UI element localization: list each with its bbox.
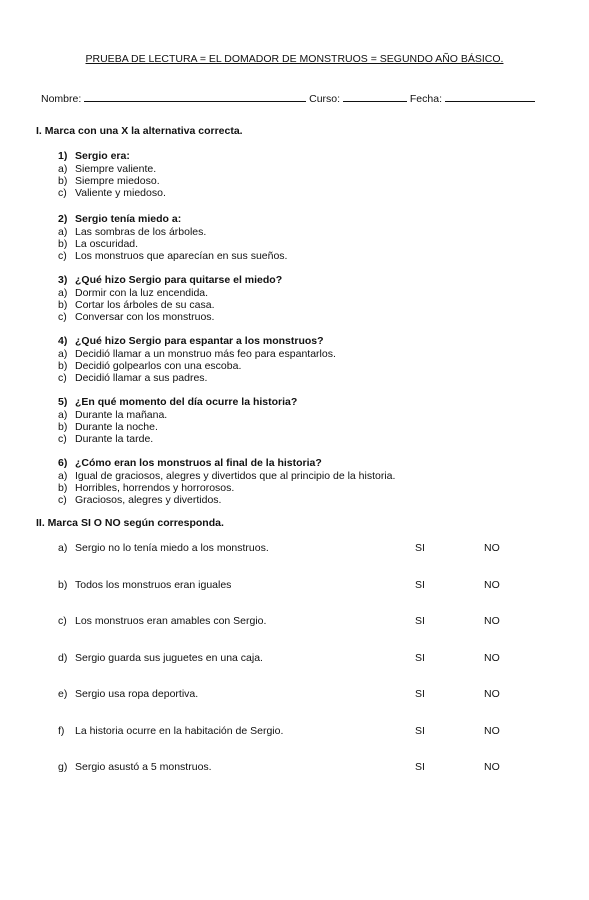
question-number: 3)	[58, 274, 68, 286]
statement-a	[58, 542, 269, 554]
si-option[interactable]: SI	[415, 761, 425, 773]
option-letter: c)	[58, 249, 67, 262]
option-text: Valiente y miedoso.	[75, 186, 166, 199]
statement-c	[58, 615, 266, 627]
option-text: Dormir con la luz encendida.	[75, 286, 209, 299]
option-text: Decidió golpearlos con una escoba.	[75, 359, 242, 372]
question-1	[58, 150, 130, 162]
question-4	[58, 335, 324, 347]
option-text: Horribles, horrendos y horrorosos.	[75, 481, 235, 494]
option-letter: c)	[58, 371, 67, 384]
statement-letter: g)	[58, 761, 68, 773]
si-option[interactable]: SI	[415, 688, 425, 700]
option-text: Siempre valiente.	[75, 162, 157, 175]
option-letter: b)	[58, 298, 68, 311]
option-text: Siempre miedoso.	[75, 174, 160, 187]
statement-letter: b)	[58, 578, 68, 591]
statement-letter: c)	[58, 615, 67, 627]
statement-d	[58, 652, 263, 664]
si-option[interactable]: SI	[415, 578, 425, 591]
curso-label: Curso:	[309, 93, 341, 105]
option-text: Igual de graciosos, alegres y divertidos que al principio de la historia.	[75, 469, 396, 482]
option-letter: b)	[58, 237, 68, 250]
option-letter: c)	[58, 310, 67, 323]
question-6	[58, 457, 322, 469]
statement-b	[58, 579, 231, 591]
option-letter: b)	[58, 420, 68, 433]
fecha-label: Fecha:	[409, 93, 442, 105]
option-5-a[interactable]	[58, 409, 167, 421]
option-2-b[interactable]	[58, 238, 138, 250]
question-number: 6)	[58, 457, 68, 469]
question-text: ¿Cómo eran los monstruos al final de la historia?	[75, 457, 322, 469]
option-text: Decidió llamar a sus padres.	[75, 371, 208, 384]
option-text: Las sombras de los árboles.	[75, 225, 207, 238]
statement-text: Sergio guarda sus juguetes en una caja.	[75, 651, 263, 664]
option-letter: a)	[58, 469, 68, 482]
question-number: 1)	[58, 150, 68, 162]
option-text: La oscuridad.	[75, 237, 139, 250]
option-text: Durante la tarde.	[75, 432, 154, 445]
option-letter: a)	[58, 286, 68, 299]
option-3-b[interactable]	[58, 299, 214, 311]
statement-letter: a)	[58, 542, 68, 554]
no-option[interactable]: NO	[484, 578, 500, 591]
option-4-c[interactable]	[58, 372, 207, 384]
option-6-a[interactable]	[58, 470, 395, 482]
option-letter: b)	[58, 174, 68, 187]
option-letter: c)	[58, 493, 67, 506]
section2-heading: II. Marca SI O NO según corresponda.	[36, 517, 224, 529]
option-text: Durante la mañana.	[75, 408, 168, 421]
option-letter: a)	[58, 347, 68, 360]
option-letter: a)	[58, 408, 68, 421]
question-5	[58, 396, 297, 408]
no-option[interactable]: NO	[484, 542, 500, 554]
statement-g	[58, 761, 212, 773]
option-6-c[interactable]	[58, 494, 221, 506]
option-4-a[interactable]	[58, 348, 336, 360]
statement-text: Sergio usa ropa deportiva.	[75, 688, 199, 700]
question-number: 2)	[58, 213, 68, 225]
option-letter: c)	[58, 186, 67, 199]
option-2-a[interactable]	[58, 226, 206, 238]
page-title: PRUEBA DE LECTURA = EL DOMADOR DE MONSTRUOS = SEGUNDO AÑO BÁSICO.	[85, 53, 504, 65]
question-text: Sergio era:	[75, 150, 130, 162]
option-letter: a)	[58, 225, 68, 238]
statement-text: La historia ocurre en la habitación de Sergio.	[75, 724, 284, 737]
statement-text: Sergio no lo tenía miedo a los monstruos.	[75, 542, 269, 554]
statement-letter: e)	[58, 688, 68, 700]
si-option[interactable]: SI	[415, 724, 425, 737]
statement-letter: d)	[58, 651, 68, 664]
si-option[interactable]: SI	[415, 542, 425, 554]
question-text: ¿Qué hizo Sergio para espantar a los monstruos?	[75, 335, 324, 347]
option-3-c[interactable]	[58, 311, 214, 323]
option-letter: a)	[58, 162, 68, 175]
option-3-a[interactable]	[58, 287, 208, 299]
option-4-b[interactable]	[58, 360, 241, 372]
option-letter: c)	[58, 432, 67, 445]
option-letter: b)	[58, 481, 68, 494]
option-text: Decidió llamar a un monstruo más feo para espantarlos.	[75, 347, 336, 360]
question-number: 5)	[58, 396, 68, 408]
question-text: ¿En qué momento del día ocurre la historia?	[75, 396, 298, 408]
header-fields	[41, 91, 535, 105]
curso-field[interactable]	[343, 91, 407, 102]
question-3	[58, 274, 282, 286]
option-text: Los monstruos que aparecían en sus sueños.	[75, 249, 288, 262]
no-option[interactable]: NO	[484, 615, 500, 627]
statement-text: Los monstruos eran amables con Sergio.	[75, 615, 267, 627]
fecha-field[interactable]	[445, 91, 535, 102]
no-option[interactable]: NO	[484, 761, 500, 773]
option-text: Durante la noche.	[75, 420, 158, 433]
statement-e	[58, 688, 198, 700]
option-1-c[interactable]	[58, 187, 166, 199]
statement-text: Sergio asustó a 5 monstruos.	[75, 761, 212, 773]
option-2-c[interactable]	[58, 250, 287, 262]
si-option[interactable]: SI	[415, 651, 425, 664]
option-text: Conversar con los monstruos.	[75, 310, 215, 323]
no-option[interactable]: NO	[484, 688, 500, 700]
statement-f	[58, 725, 283, 737]
option-text: Cortar los árboles de su casa.	[75, 298, 215, 311]
nombre-label: Nombre:	[41, 93, 82, 105]
statement-letter: f)	[58, 724, 65, 737]
question-2	[58, 213, 181, 225]
no-option[interactable]: NO	[484, 724, 500, 737]
statement-text: Todos los monstruos eran iguales	[75, 578, 232, 591]
question-number: 4)	[58, 335, 68, 347]
option-1-a[interactable]	[58, 163, 156, 175]
option-5-b[interactable]	[58, 421, 158, 433]
no-option[interactable]: NO	[484, 651, 500, 664]
option-text: Graciosos, alegres y divertidos.	[75, 493, 222, 506]
question-text: Sergio tenía miedo a:	[75, 213, 182, 225]
option-1-b[interactable]	[58, 175, 160, 187]
section1-heading: I. Marca con una X la alternativa correcta.	[36, 125, 243, 137]
question-text: ¿Qué hizo Sergio para quitarse el miedo?	[75, 274, 283, 286]
si-option[interactable]: SI	[415, 615, 425, 627]
option-6-b[interactable]	[58, 482, 234, 494]
option-5-c[interactable]	[58, 433, 153, 445]
nombre-field[interactable]	[84, 91, 306, 102]
option-letter: b)	[58, 359, 68, 372]
